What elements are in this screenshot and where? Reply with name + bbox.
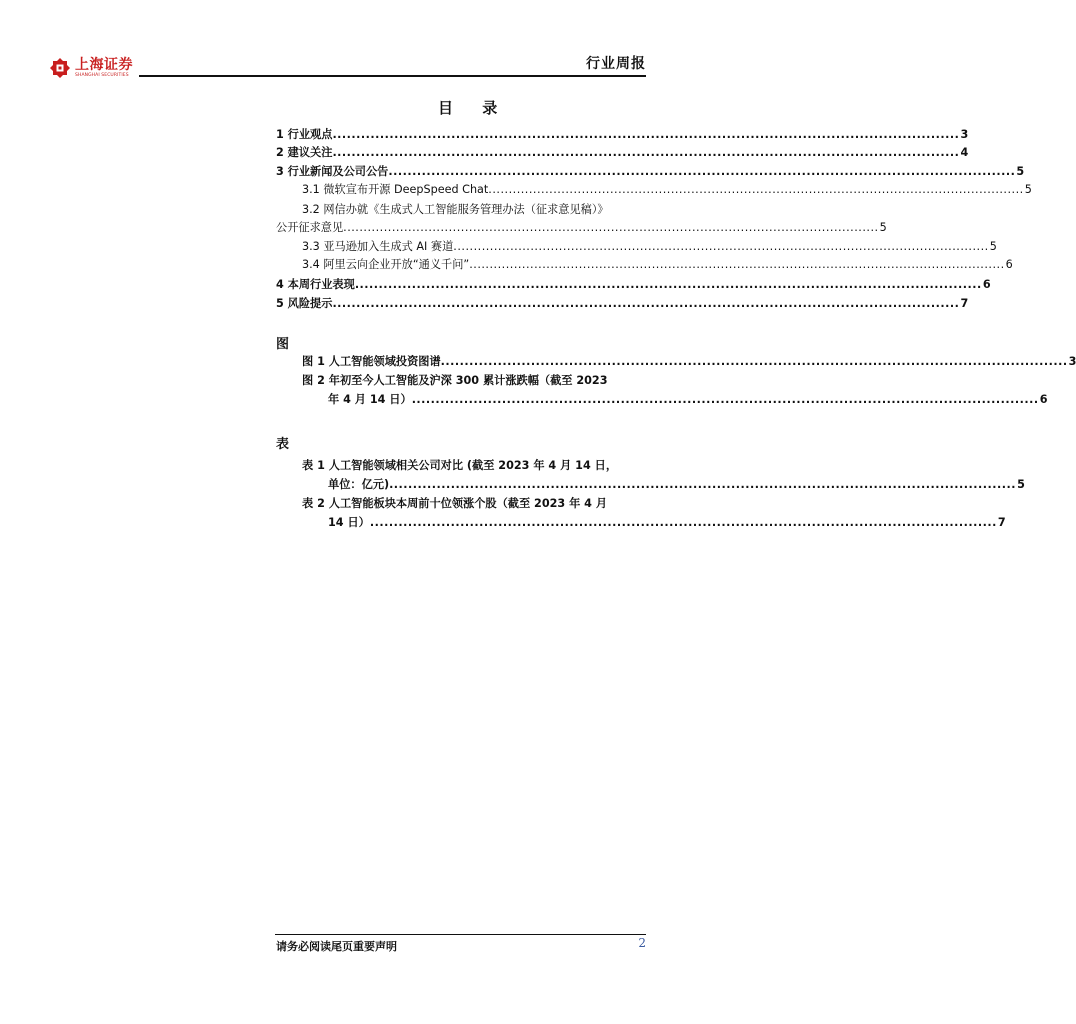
- disclaimer-note: 请务必阅读尾页重要声明: [276, 940, 397, 953]
- toc-subentry[interactable]: 3.1 微软宣布开源 DeepSpeed Chat .................................................................................................................................... 5: [302, 183, 1032, 196]
- figures-heading: 图: [276, 337, 290, 352]
- toc-entry[interactable]: 1 行业观点 .................................................................................................................................... 3: [276, 128, 969, 141]
- figure-entry-continuation[interactable]: 年 4 月 14 日） .................................................................................................................................... 6: [328, 393, 1048, 406]
- logo-text-en: SHANGHAI SECURITIES: [75, 73, 129, 78]
- table-entry-continuation[interactable]: 单位：亿元) .................................................................................................................................... 5: [328, 478, 1025, 491]
- table-entry-title[interactable]: 表 1 人工智能领域相关公司对比 (截至 2023 年 4 月 14 日，: [302, 459, 618, 472]
- figure-entry[interactable]: 图 1 人工智能领域投资图谱 .................................................................................................................................... 3: [302, 355, 1076, 368]
- toc-entry[interactable]: 2 建议关注 .................................................................................................................................... 4: [276, 146, 969, 159]
- figure-entry-title[interactable]: 图 2 年初至今人工智能及沪深 300 累计涨跌幅（截至 2023: [302, 374, 608, 387]
- toc-subentry[interactable]: 3.4 阿里云向企业开放“通义千问” .................................................................................................................................... 6: [302, 258, 1013, 271]
- header-rule: [139, 75, 646, 77]
- footer-rule: [275, 934, 646, 935]
- toc-entry[interactable]: 3 行业新闻及公司公告 .................................................................................................................................... 5: [276, 165, 1025, 178]
- toc-title: 目 录: [438, 99, 510, 117]
- tables-heading: 表: [276, 437, 290, 452]
- company-logo: [50, 58, 140, 80]
- logo-icon: [50, 58, 70, 78]
- logo-text-cn: 上海证券: [75, 57, 133, 73]
- page-header: [0, 0, 724, 80]
- page-number: 2: [638, 936, 646, 950]
- toc-entry[interactable]: 5 风险提示 .................................................................................................................................... 7: [276, 297, 969, 310]
- table-entry-title[interactable]: 表 2 人工智能板块本周前十位领涨个股（截至 2023 年 4 月: [302, 497, 608, 510]
- table-entry-continuation[interactable]: 14 日） .................................................................................................................................... 7: [328, 516, 1006, 529]
- toc-entry[interactable]: 4 本周行业表现 .................................................................................................................................... 6: [276, 278, 991, 291]
- toc-subentry-title[interactable]: 3.2 网信办就《生成式人工智能服务管理办法（征求意见稿）》: [302, 203, 609, 216]
- report-type-label: 行业周报: [586, 56, 646, 72]
- toc-subentry-continuation[interactable]: 公开征求意见 .................................................................................................................................... 5: [276, 221, 887, 234]
- toc-subentry[interactable]: 3.3 亚马逊加入生成式 AI 赛道 .................................................................................................................................... 5: [302, 240, 997, 253]
